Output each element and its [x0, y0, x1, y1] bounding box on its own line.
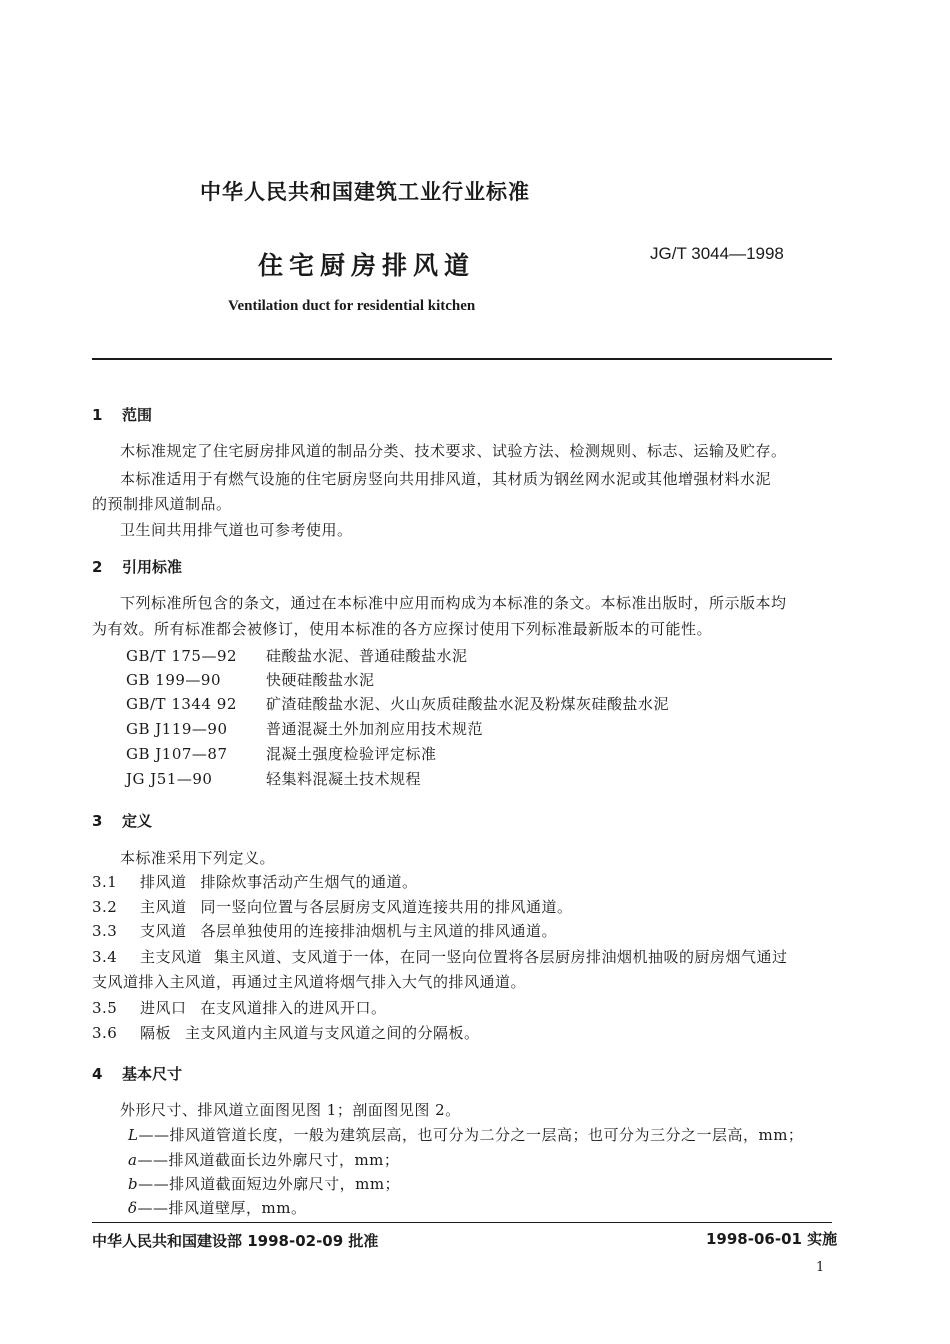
paragraph: 的预制排风道制品。 [92, 495, 232, 513]
variable-text: ——排风道截面短边外廓尺寸，mm； [138, 1175, 401, 1193]
paragraph: 为有效。所有标准都会被修订，使用本标准的各方应探讨使用下列标准最新版本的可能性。 [92, 620, 713, 638]
reference-name: 硅酸盐水泥、普通硅酸盐水泥 [266, 647, 468, 665]
paragraph: 本标准采用下列定义。 [120, 849, 276, 867]
header-rule [92, 358, 832, 360]
section-4-heading [92, 1063, 182, 1084]
paragraph: 木标准规定了住宅厨房排风道的制品分类、技术要求、试验方法、检测规则、标志、运输及贮存。 [120, 442, 787, 460]
definition-term: 主支风道 [140, 948, 203, 966]
variable-text: ——排风道壁厚，mm。 [137, 1199, 307, 1217]
variable-definition [128, 1149, 399, 1170]
section-title: 定义 [122, 812, 153, 830]
reference-item [126, 743, 437, 764]
definition-item [92, 997, 387, 1018]
reference-code: GB J107—87 [126, 745, 228, 763]
definition-number: 3.4 [92, 948, 118, 966]
definition-item [92, 946, 788, 967]
doc-title: 住宅厨房排风道 [258, 251, 476, 280]
reference-item [126, 669, 375, 690]
reference-code: GB 199—90 [126, 671, 221, 689]
reference-code: GB J119—90 [126, 720, 228, 738]
reference-item [126, 718, 483, 739]
definition-term: 支风道 [140, 922, 187, 940]
section-title: 范围 [122, 406, 153, 424]
paragraph: 本标准适用于有燃气设施的住宅厨房竖向共用排风道，其材质为钢丝网水泥或其他增强材料水泥 [120, 470, 772, 488]
definition-number: 3.5 [92, 999, 118, 1017]
approval-line: 中华人民共和国建设部 1998-02-09 批准 [92, 1232, 379, 1250]
reference-code: JG J51—90 [126, 770, 213, 788]
english-title: Ventilation duct for residential kitchen [228, 298, 476, 314]
reference-name: 轻集料混凝土技术规程 [266, 770, 422, 788]
variable-definition [128, 1173, 400, 1194]
section-1-heading [92, 404, 152, 425]
section-number: 1 [92, 406, 103, 424]
reference-item [126, 693, 669, 714]
section-number: 4 [92, 1065, 103, 1083]
definition-text: 在支风道排入的进风开口。 [200, 999, 387, 1017]
definition-term: 隔板 [140, 1024, 172, 1042]
variable-definition [128, 1197, 306, 1218]
definition-item [92, 896, 573, 917]
reference-name: 混凝土强度检验评定标准 [266, 745, 437, 763]
paragraph: 外形尺寸、排风道立面图见图 1；剖面图见图 2。 [120, 1101, 461, 1119]
definition-number: 3.3 [92, 922, 118, 940]
page-number: 1 [816, 1260, 825, 1275]
definition-item [92, 920, 557, 941]
definition-number: 3.6 [92, 1024, 118, 1042]
effective-date: 1998-06-01 实施 [706, 1230, 838, 1248]
section-title: 引用标准 [122, 558, 183, 576]
definition-text: 主支风道内主风道与支风道之间的分隔板。 [185, 1024, 480, 1042]
standard-code: JG/T 3044—1998 [650, 244, 784, 263]
variable-symbol: b [128, 1175, 139, 1193]
definition-continuation: 支风道排入主风道，再通过主风道将烟气排入大气的排风通道。 [92, 973, 527, 991]
reference-item [126, 645, 468, 666]
section-3-heading [92, 810, 152, 831]
definition-number: 3.2 [92, 898, 118, 916]
footer-rule [92, 1222, 832, 1223]
definition-number: 3.1 [92, 873, 118, 891]
org-title: 中华人民共和国建筑工业行业标准 [200, 180, 530, 204]
definition-term: 进风口 [140, 999, 187, 1017]
paragraph: 卫生间共用排气道也可参考使用。 [120, 521, 353, 539]
reference-name: 矿渣硅酸盐水泥、火山灰质硅酸盐水泥及粉煤灰硅酸盐水泥 [266, 695, 670, 713]
reference-name: 普通混凝土外加剂应用技术规范 [266, 720, 484, 738]
variable-definition [128, 1124, 803, 1145]
definition-text: 同一竖向位置与各层厨房支风道连接共用的排风通道。 [200, 898, 573, 916]
variable-text: ——排风道管道长度，一般为建筑层高，也可分为二分之一层高；也可分为三分之一层高，mm； [138, 1126, 804, 1144]
variable-symbol: a [128, 1151, 138, 1169]
definition-term: 主风道 [140, 898, 187, 916]
definition-text: 排除炊事活动产生烟气的通道。 [200, 873, 418, 891]
definition-text: 各层单独使用的连接排油烟机与主风道的排风通道。 [200, 922, 558, 940]
variable-text: ——排风道截面长边外廓尺寸，mm； [137, 1151, 400, 1169]
section-2-heading [92, 556, 182, 577]
reference-item [126, 768, 421, 789]
reference-code: GB/T 175—92 [126, 647, 238, 665]
reference-name: 快硬硅酸盐水泥 [266, 671, 375, 689]
variable-symbol: L [128, 1126, 139, 1144]
paragraph: 下列标准所包含的条文，通过在本标准中应用而构成为本标准的条文。本标准出版时，所示版本均 [120, 594, 787, 612]
variable-symbol: δ [128, 1199, 138, 1217]
definition-term: 排风道 [140, 873, 187, 891]
definition-item [92, 871, 418, 892]
definition-item [92, 1022, 480, 1043]
section-number: 2 [92, 558, 103, 576]
reference-code: GB/T 1344 92 [126, 695, 237, 713]
section-number: 3 [92, 812, 103, 830]
definition-text: 集主风道、支风道于一体，在同一竖向位置将各层厨房排油烟机抽吸的厨房烟气通过 [214, 948, 788, 966]
section-title: 基本尺寸 [122, 1065, 183, 1083]
